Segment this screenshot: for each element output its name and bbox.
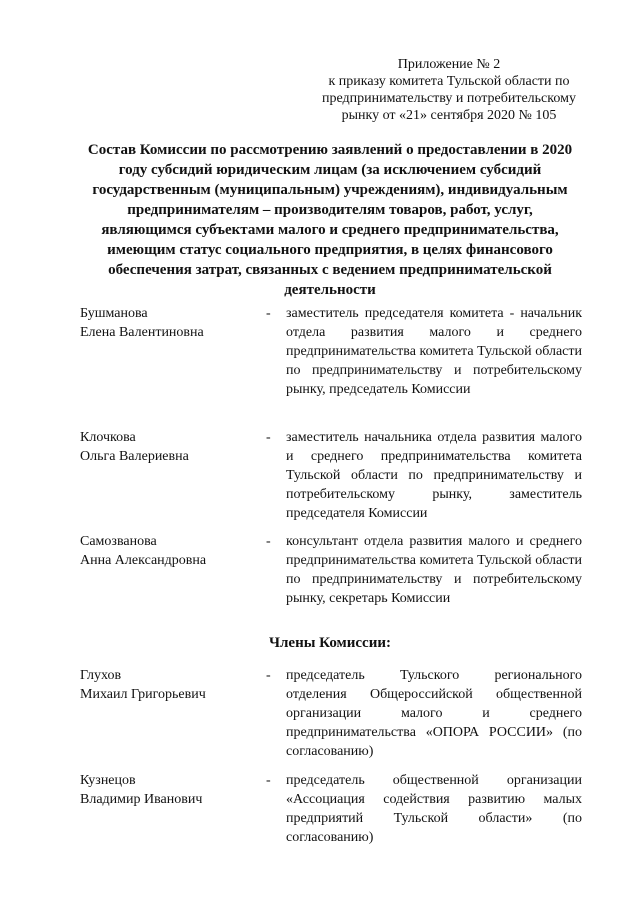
member-name (80, 771, 260, 809)
member-surname: Самозванова (80, 534, 157, 549)
member-given-names: Елена Валентиновна (80, 325, 204, 340)
title-line: государственным (муниципальным) учреждениям), индивидуальным (92, 182, 568, 198)
title-line: деятельности (284, 282, 376, 298)
member-given-names: Михаил Григорьевич (80, 687, 206, 702)
member-surname: Кузнецов (80, 773, 136, 788)
member-surname: Клочкова (80, 430, 136, 445)
appendix-reference (318, 56, 580, 124)
member-given-names: Ольга Валериевна (80, 449, 189, 464)
member-name (80, 532, 260, 570)
member-surname: Бушманова (80, 306, 148, 321)
appendix-line: предпринимательству и потребительскому (322, 91, 576, 106)
title-line: году субсидий юридическим лицам (за исключением субсидий (118, 162, 542, 178)
member-role: заместитель председателя комитета - начальник отдела развития малого и среднего предпринимательства комитета Тульской области по предпринимательству и потребительскому рынку, председатель Комиссии (286, 306, 582, 397)
member-name (80, 428, 260, 466)
title-line: предпринимателям – производителям товаров, работ, услуг, (127, 202, 533, 218)
member-given-names: Владимир Иванович (80, 792, 203, 807)
members-heading: Члены Комиссии: (269, 635, 391, 651)
appendix-line: Приложение № 2 (397, 57, 501, 72)
member-role: председатель Тульского регионального отделения Общероссийской общественной организации малого и среднего предпринимательства «ОПОРА РОССИИ» (по согласованию) (286, 668, 582, 759)
document-title (80, 140, 580, 300)
title-line: имеющим статус социального предприятия, в целях финансового (107, 242, 553, 258)
member-name (80, 666, 260, 704)
member-dash: - (266, 668, 271, 683)
member-given-names: Анна Александровна (80, 553, 207, 568)
member-surname: Глухов (80, 668, 122, 683)
appendix-line: рынку от «21» сентября 2020 № 105 (341, 108, 557, 123)
member-dash: - (266, 534, 271, 549)
member-role: консультант отдела развития малого и среднего предпринимательства комитета Тульской области по предпринимательству и потребительскому рынку, секретарь Комиссии (286, 534, 582, 606)
member-role: заместитель начальника отдела развития малого и среднего предпринимательства комитета Тульской области по предпринимательству и потребительскому рынку, заместитель председателя Комиссии (286, 430, 582, 521)
member-dash: - (266, 773, 271, 788)
member-dash: - (266, 430, 271, 445)
appendix-line: к приказу комитета Тульской области по (328, 74, 570, 89)
title-line: являющимся субъектами малого и среднего предпринимательства, (101, 222, 559, 238)
title-line: Состав Комиссии по рассмотрению заявлений о предоставлении в 2020 (87, 142, 573, 158)
title-line: обеспечения затрат, связанных с ведением предпринимательской (108, 262, 552, 278)
member-dash: - (266, 306, 271, 321)
member-name (80, 304, 260, 342)
member-role: председатель общественной организации «Ассоциация содействия развитию малых предприятий Тульской области» (по согласованию) (286, 773, 582, 845)
